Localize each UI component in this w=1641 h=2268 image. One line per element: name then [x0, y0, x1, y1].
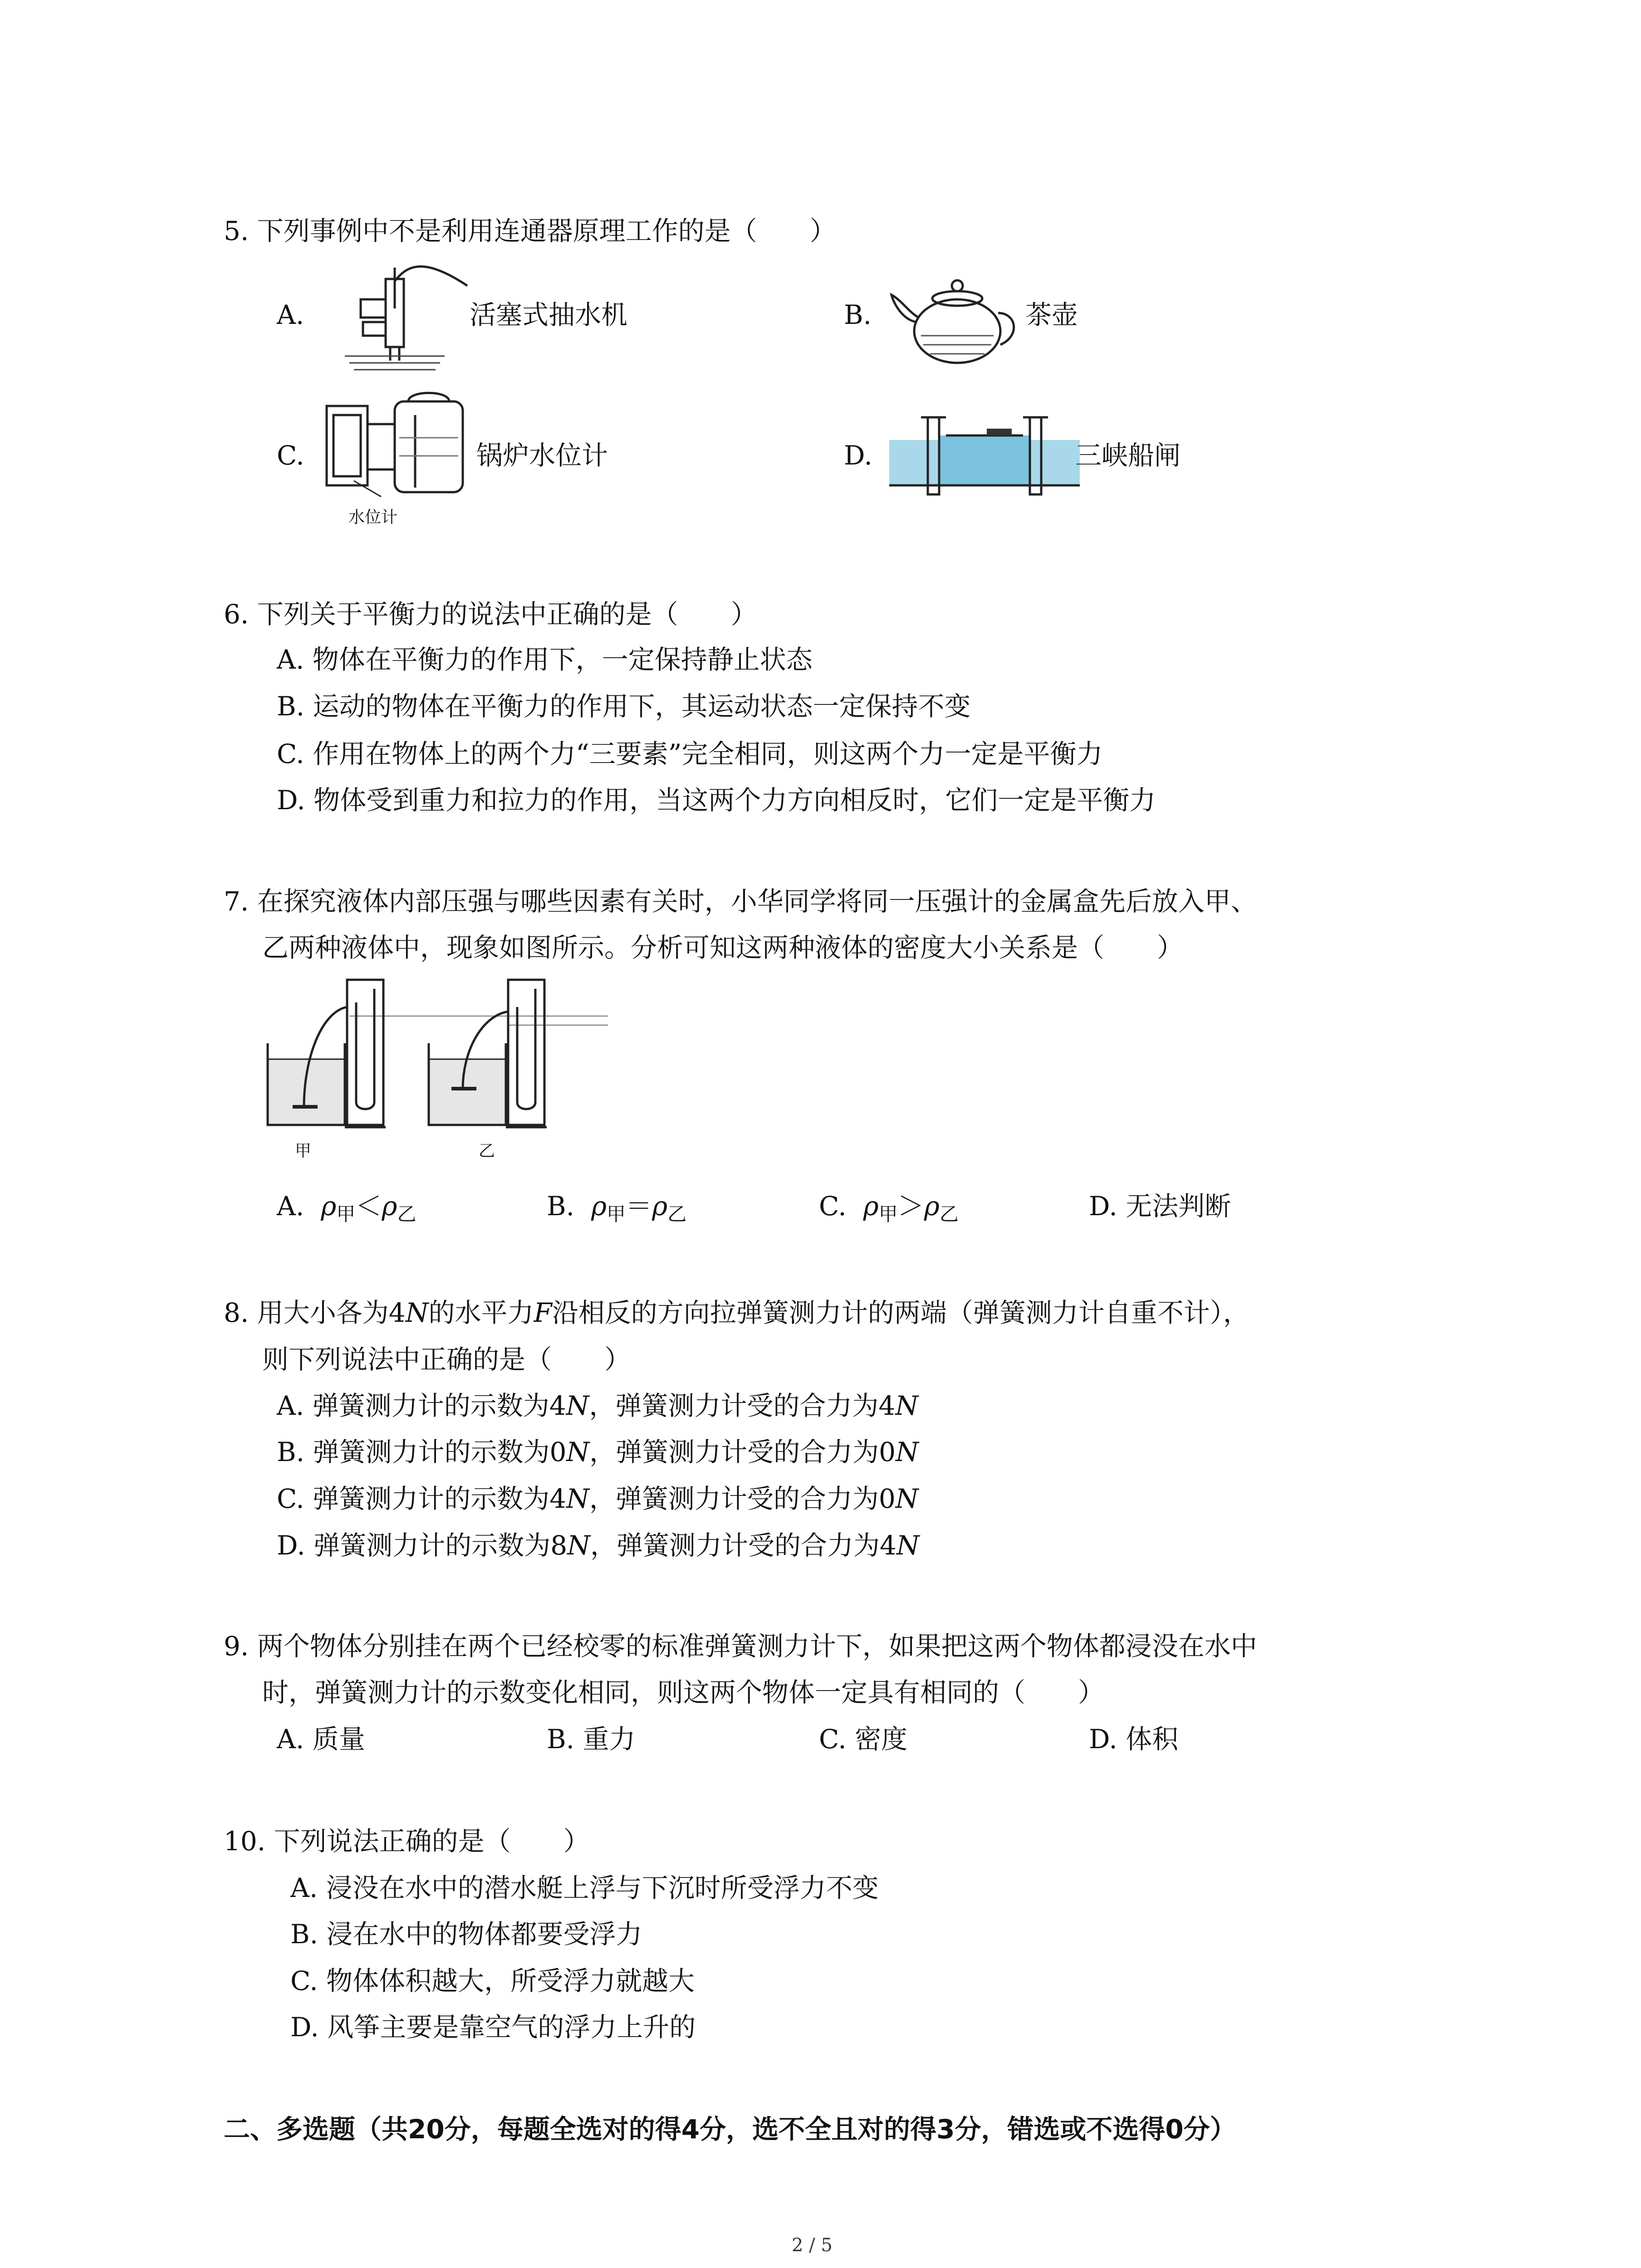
rho-symbol: ρ	[382, 1191, 397, 1222]
q8-option-text: ，弹簧测力计受的合力为0	[589, 1483, 896, 1514]
unit-n: N	[895, 1483, 919, 1514]
q10-option-b: B. 浸在水中的物体都要受浮力	[290, 1919, 642, 1950]
q5-option-c-letter: C.	[277, 440, 304, 471]
q9-option-d: D. 体积	[1089, 1724, 1179, 1755]
q9-stem-line2: 时，弹簧测力计的示数变化相同，则这两个物体一定具有相同的（ ）	[262, 1677, 1105, 1708]
q8-option-b	[277, 1439, 919, 1465]
figure-label-jia: 甲	[295, 1142, 312, 1160]
q8-stem-part: 的水平力	[428, 1297, 534, 1328]
q7-option-a	[277, 1191, 416, 1225]
q7-option-a-letter: A.	[277, 1191, 304, 1222]
teapot-figure	[889, 268, 1030, 372]
relation-symbol: ＜	[355, 1191, 382, 1222]
unit-n: N	[896, 1437, 919, 1467]
subscript-jia: 甲	[336, 1203, 356, 1225]
subscript-yi: 乙	[397, 1203, 416, 1225]
relation-symbol: ＝	[626, 1191, 652, 1222]
q8-option-text: A. 弹簧测力计的示数为4	[277, 1390, 566, 1421]
q9-option-a: A. 质量	[277, 1724, 365, 1755]
subscript-jia: 甲	[607, 1203, 626, 1225]
section-2-heading: 二、多选题（共20分，每题全选对的得4分，选不全且对的得3分，错选或不选得0分）	[224, 2114, 1236, 2145]
q9-option-b: B. 重力	[547, 1724, 636, 1755]
q8-option-d	[277, 1532, 920, 1559]
q8-option-text: B. 弹簧测力计的示数为0	[277, 1437, 567, 1467]
q9-option-c: C. 密度	[819, 1724, 908, 1755]
q8-option-a	[277, 1390, 919, 1421]
q8-stem-part: 沿相反的方向拉弹簧测力计的两端（弹簧测力计自重不计），	[552, 1297, 1249, 1328]
unit-n: N	[566, 1437, 590, 1467]
q6-option-c: C. 作用在物体上的两个力“三要素”完全相同，则这两个力一定是平衡力	[277, 738, 1103, 769]
q10-option-c: C. 物体体积越大，所受浮力就越大	[290, 1965, 695, 1996]
q5-stem: 5. 下列事例中不是利用连通器原理工作的是（ ）	[224, 215, 836, 246]
q5-option-b-text: 茶壶	[1025, 299, 1078, 330]
subscript-yi: 乙	[667, 1203, 687, 1225]
page-number: 2 / 5	[792, 2235, 833, 2256]
boiler-water-gauge-figure	[318, 388, 476, 501]
figure-label-yi: 乙	[479, 1142, 495, 1160]
q8-stem-line1	[224, 1297, 1249, 1328]
piston-pump-figure	[318, 254, 472, 374]
q8-option-c	[277, 1483, 919, 1514]
q5-option-b-letter: B.	[844, 299, 872, 330]
q8-stem-line2: 则下列说法中正确的是（ ）	[262, 1344, 631, 1375]
subscript-jia: 甲	[878, 1203, 898, 1225]
rho-symbol: ρ	[863, 1191, 879, 1222]
q5-option-c-text: 锅炉水位计	[476, 440, 608, 471]
rho-symbol: ρ	[652, 1191, 668, 1222]
q6-option-a: A. 物体在平衡力的作用下，一定保持静止状态	[277, 644, 813, 675]
ship-lock-figure	[889, 408, 1080, 499]
q7-option-b	[547, 1191, 687, 1225]
subscript-yi: 乙	[939, 1203, 959, 1225]
q8-option-text: D. 弹簧测力计的示数为8	[277, 1530, 568, 1561]
q6-option-b: B. 运动的物体在平衡力的作用下，其运动状态一定保持不变	[277, 691, 971, 722]
q10-option-d: D. 风筝主要是靠空气的浮力上升的	[290, 2012, 696, 2043]
q8-option-text: ，弹簧测力计受的合力为0	[589, 1437, 896, 1467]
unit-n: N	[567, 1530, 590, 1561]
q8-option-text: C. 弹簧测力计的示数为4	[277, 1483, 567, 1514]
manometer-figure	[254, 975, 617, 1139]
q5-option-a-text: 活塞式抽水机	[470, 299, 628, 330]
unit-n: N	[896, 1530, 920, 1561]
unit-n: N	[405, 1297, 429, 1328]
unit-n: N	[566, 1390, 589, 1421]
relation-symbol: ＞	[897, 1191, 924, 1222]
q10-stem: 10. 下列说法正确的是（ ）	[224, 1826, 590, 1857]
rho-symbol: ρ	[321, 1191, 337, 1222]
rho-symbol: ρ	[924, 1191, 940, 1222]
q8-option-text: ，弹簧测力计受的合力为4	[590, 1530, 896, 1561]
q7-option-b-letter: B.	[547, 1191, 575, 1222]
q9-stem-line1: 9. 两个物体分别挂在两个已经校零的标准弹簧测力计下，如果把这两个物体都浸没在水中	[224, 1631, 1257, 1662]
unit-n: N	[566, 1483, 589, 1514]
q7-option-c-letter: C.	[819, 1191, 847, 1222]
q5-option-d-text: 三峡船闸	[1075, 440, 1181, 471]
q7-option-d: D. 无法判断	[1089, 1191, 1231, 1222]
rho-symbol: ρ	[591, 1191, 607, 1222]
q5-option-a-letter: A.	[277, 299, 304, 330]
q7-option-c	[819, 1191, 959, 1225]
q10-option-a: A. 浸没在水中的潜水艇上浮与下沉时所受浮力不变	[290, 1872, 879, 1903]
force-symbol: F	[534, 1297, 552, 1328]
q6-stem: 6. 下列关于平衡力的说法中正确的是（ ）	[224, 599, 757, 630]
q7-stem-line2: 乙两种液体中，现象如图所示。分析可知这两种液体的密度大小关系是（ ）	[262, 932, 1184, 963]
q7-stem-line1: 7. 在探究液体内部压强与哪些因素有关时，小华同学将同一压强计的金属盒先后放入甲、	[224, 886, 1257, 917]
q8-option-text: ，弹簧测力计受的合力为4	[589, 1390, 896, 1421]
q5-option-d-letter: D.	[844, 440, 872, 471]
water-gauge-caption: 水位计	[348, 508, 398, 527]
unit-n: N	[895, 1390, 919, 1421]
q8-stem-part: 8. 用大小各为4	[224, 1297, 406, 1328]
q6-option-d: D. 物体受到重力和拉力的作用，当这两个力方向相反时，它们一定是平衡力	[277, 785, 1156, 816]
